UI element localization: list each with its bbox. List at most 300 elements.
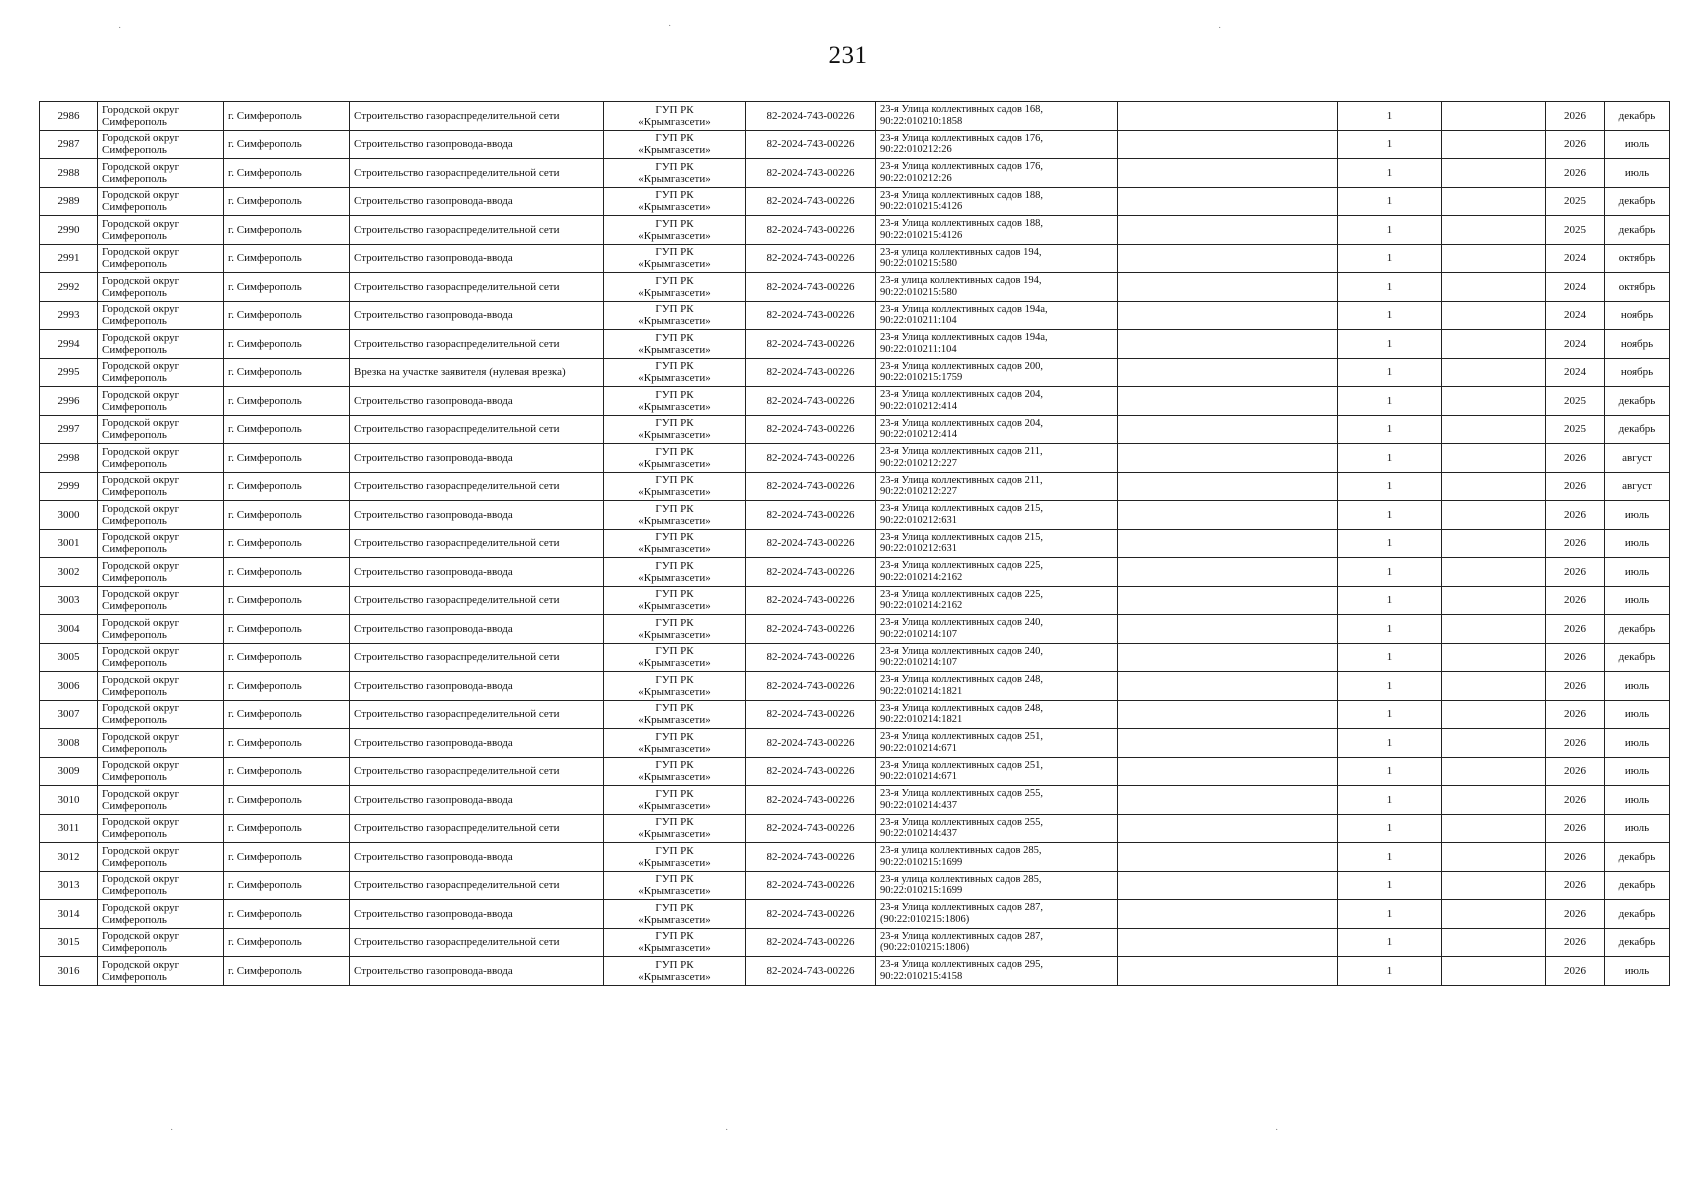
organization-cell [604, 216, 746, 245]
work-type-cell: Строительство газораспределительной сети [350, 757, 604, 786]
address-line: 23-я улица коллективных садов 194, [880, 275, 1042, 287]
empty-cell [1442, 843, 1546, 872]
district-cell [98, 387, 224, 416]
quantity-cell: 1 [1338, 501, 1442, 530]
cadastral-number: 90:22:010214:437 [880, 799, 958, 811]
work-type-cell: Строительство газопровода-ввода [350, 786, 604, 815]
district-line: Городской округ [102, 189, 180, 202]
organization-line: «Крымгазсети» [638, 828, 711, 841]
month-cell: июль [1605, 814, 1670, 843]
empty-cell [1442, 358, 1546, 387]
year-cell: 2026 [1546, 159, 1605, 188]
empty-cell [1118, 900, 1338, 929]
quantity-cell: 1 [1338, 757, 1442, 786]
city-cell: г. Симферополь [224, 216, 350, 245]
address-line: 23-я Улица коллективных садов 225, [880, 588, 1043, 600]
work-type-cell: Строительство газораспределительной сети [350, 586, 604, 615]
district-line: Симферополь [102, 571, 167, 584]
city-cell: г. Симферополь [224, 672, 350, 701]
month-cell: август [1605, 444, 1670, 473]
district-line: Городской округ [102, 901, 180, 914]
organization-line: «Крымгазсети» [638, 343, 711, 356]
month-cell: декабрь [1605, 871, 1670, 900]
month-cell: декабрь [1605, 900, 1670, 929]
empty-cell [1442, 871, 1546, 900]
empty-cell [1118, 843, 1338, 872]
district-cell [98, 871, 224, 900]
work-type-cell: Строительство газораспределительной сети [350, 529, 604, 558]
organization-line: ГУП РК [655, 132, 694, 145]
cadastral-number: 90:22:010211:104 [880, 315, 957, 327]
month-cell: октябрь [1605, 273, 1670, 302]
table-row [40, 700, 1670, 729]
district-line: Симферополь [102, 828, 167, 841]
address-line: 23-я улица коллективных садов 285, [880, 845, 1042, 857]
address-cell [876, 615, 1118, 644]
district-line: Симферополь [102, 372, 167, 385]
empty-cell [1118, 472, 1338, 501]
table-row [40, 928, 1670, 957]
year-cell: 2026 [1546, 814, 1605, 843]
month-cell: декабрь [1605, 216, 1670, 245]
address-line: 23-я Улица коллективных садов 188, [880, 218, 1043, 230]
scan-speck: ˙ [725, 1128, 729, 1139]
row-number-cell: 3014 [40, 900, 98, 929]
program-code-cell: 82-2024-743-00226 [746, 928, 876, 957]
year-cell: 2026 [1546, 700, 1605, 729]
address-cell [876, 159, 1118, 188]
empty-cell [1118, 415, 1338, 444]
empty-cell [1442, 786, 1546, 815]
work-type-cell: Строительство газопровода-ввода [350, 900, 604, 929]
quantity-cell: 1 [1338, 957, 1442, 986]
work-type-cell: Строительство газопровода-ввода [350, 843, 604, 872]
address-line: 23-я улица коллективных садов 285, [880, 873, 1042, 885]
district-line: Городской округ [102, 531, 180, 544]
organization-line: ГУП РК [655, 958, 694, 971]
district-line: Симферополь [102, 913, 167, 926]
district-line: Городской округ [102, 873, 180, 886]
district-cell [98, 757, 224, 786]
organization-cell [604, 928, 746, 957]
quantity-cell: 1 [1338, 700, 1442, 729]
organization-line: ГУП РК [655, 160, 694, 173]
district-cell [98, 130, 224, 159]
registry-table [39, 101, 1670, 986]
month-cell: июль [1605, 501, 1670, 530]
cadastral-number: 90:22:010210:1858 [880, 115, 963, 127]
quantity-cell: 1 [1338, 672, 1442, 701]
quantity-cell: 1 [1338, 615, 1442, 644]
empty-cell [1442, 729, 1546, 758]
program-code-cell: 82-2024-743-00226 [746, 216, 876, 245]
address-cell [876, 957, 1118, 986]
work-type-cell: Строительство газопровода-ввода [350, 444, 604, 473]
empty-cell [1442, 187, 1546, 216]
district-line: Симферополь [102, 742, 167, 755]
organization-cell [604, 472, 746, 501]
program-code-cell: 82-2024-743-00226 [746, 159, 876, 188]
address-cell [876, 928, 1118, 957]
organization-cell [604, 615, 746, 644]
organization-line: ГУП РК [655, 246, 694, 259]
address-line: 23-я Улица коллективных садов 176, [880, 161, 1043, 173]
table-row [40, 957, 1670, 986]
cadastral-number: (90:22:010215:1806) [880, 942, 970, 954]
quantity-cell: 1 [1338, 928, 1442, 957]
city-cell: г. Симферополь [224, 130, 350, 159]
address-cell [876, 757, 1118, 786]
cadastral-number: 90:22:010214:1821 [880, 714, 963, 726]
cadastral-number: 90:22:010212:414 [880, 400, 958, 412]
cadastral-number: 90:22:010212:414 [880, 429, 958, 441]
city-cell: г. Симферополь [224, 700, 350, 729]
scan-speck: ˙ [1218, 26, 1222, 37]
work-type-cell: Строительство газопровода-ввода [350, 615, 604, 644]
row-number-cell: 3013 [40, 871, 98, 900]
month-cell: ноябрь [1605, 330, 1670, 359]
cadastral-number: 90:22:010214:107 [880, 657, 958, 669]
organization-line: «Крымгазсети» [638, 970, 711, 983]
program-code-cell: 82-2024-743-00226 [746, 900, 876, 929]
empty-cell [1442, 415, 1546, 444]
district-line: Городской округ [102, 246, 180, 259]
organization-line: «Крымгазсети» [638, 685, 711, 698]
organization-line: ГУП РК [655, 616, 694, 629]
table-row [40, 757, 1670, 786]
district-line: Симферополь [102, 771, 167, 784]
table-row [40, 900, 1670, 929]
city-cell: г. Симферополь [224, 757, 350, 786]
table-row [40, 472, 1670, 501]
organization-line: ГУП РК [655, 901, 694, 914]
cadastral-number: 90:22:010215:4158 [880, 970, 963, 982]
table-row [40, 415, 1670, 444]
year-cell: 2026 [1546, 900, 1605, 929]
empty-cell [1118, 358, 1338, 387]
address-cell [876, 130, 1118, 159]
district-line: Симферополь [102, 144, 167, 157]
year-cell: 2025 [1546, 216, 1605, 245]
district-cell [98, 244, 224, 273]
program-code-cell: 82-2024-743-00226 [746, 273, 876, 302]
organization-line: «Крымгазсети» [638, 201, 711, 214]
table-row [40, 130, 1670, 159]
district-line: Городской округ [102, 787, 180, 800]
program-code-cell: 82-2024-743-00226 [746, 130, 876, 159]
district-cell [98, 415, 224, 444]
district-cell [98, 216, 224, 245]
cadastral-number: 90:22:010211:104 [880, 343, 957, 355]
row-number-cell: 3004 [40, 615, 98, 644]
district-line: Городской округ [102, 559, 180, 572]
year-cell: 2026 [1546, 444, 1605, 473]
district-line: Городской округ [102, 588, 180, 601]
district-line: Симферополь [102, 628, 167, 641]
city-cell: г. Симферополь [224, 529, 350, 558]
scan-speck: ˙ [668, 24, 672, 35]
row-number-cell: 3001 [40, 529, 98, 558]
organization-line: ГУП РК [655, 502, 694, 515]
organization-cell [604, 301, 746, 330]
quantity-cell: 1 [1338, 814, 1442, 843]
address-line: 23-я Улица коллективных садов 204, [880, 417, 1043, 429]
organization-line: ГУП РК [655, 531, 694, 544]
scan-speck: ˙ [118, 26, 122, 37]
organization-line: ГУП РК [655, 189, 694, 202]
organization-line: ГУП РК [655, 787, 694, 800]
organization-line: «Крымгазсети» [638, 229, 711, 242]
table-row [40, 558, 1670, 587]
empty-cell [1442, 900, 1546, 929]
empty-cell [1118, 700, 1338, 729]
address-cell [876, 244, 1118, 273]
month-cell: июль [1605, 672, 1670, 701]
year-cell: 2026 [1546, 586, 1605, 615]
quantity-cell: 1 [1338, 330, 1442, 359]
organization-line: «Крымгазсети» [638, 885, 711, 898]
empty-cell [1442, 472, 1546, 501]
city-cell: г. Симферополь [224, 586, 350, 615]
row-number-cell: 2990 [40, 216, 98, 245]
organization-line: ГУП РК [655, 331, 694, 344]
row-number-cell: 2991 [40, 244, 98, 273]
table-row [40, 102, 1670, 131]
work-type-cell: Строительство газораспределительной сети [350, 643, 604, 672]
city-cell: г. Симферополь [224, 358, 350, 387]
district-line: Городской округ [102, 502, 180, 515]
address-cell [876, 216, 1118, 245]
program-code-cell: 82-2024-743-00226 [746, 615, 876, 644]
address-line: 23-я Улица коллективных садов 240, [880, 617, 1043, 629]
city-cell: г. Симферополь [224, 814, 350, 843]
address-line: 23-я Улица коллективных садов 248, [880, 702, 1043, 714]
program-code-cell: 82-2024-743-00226 [746, 786, 876, 815]
program-code-cell: 82-2024-743-00226 [746, 757, 876, 786]
district-cell [98, 586, 224, 615]
organization-line: «Крымгазсети» [638, 286, 711, 299]
address-cell [876, 900, 1118, 929]
district-line: Городской округ [102, 132, 180, 145]
address-line: 23-я улица коллективных садов 194, [880, 246, 1042, 258]
month-cell: декабрь [1605, 415, 1670, 444]
city-cell: г. Симферополь [224, 957, 350, 986]
row-number-cell: 3000 [40, 501, 98, 530]
organization-line: «Крымгазсети» [638, 942, 711, 955]
program-code-cell: 82-2024-743-00226 [746, 387, 876, 416]
cadastral-number: 90:22:010212:26 [880, 172, 952, 184]
work-type-cell: Строительство газораспределительной сети [350, 102, 604, 131]
empty-cell [1118, 330, 1338, 359]
organization-line: «Крымгазсети» [638, 742, 711, 755]
month-cell: декабрь [1605, 643, 1670, 672]
organization-line: «Крымгазсети» [638, 258, 711, 271]
table-row [40, 301, 1670, 330]
city-cell: г. Симферополь [224, 244, 350, 273]
quantity-cell: 1 [1338, 187, 1442, 216]
city-cell: г. Симферополь [224, 415, 350, 444]
district-line: Симферополь [102, 229, 167, 242]
program-code-cell: 82-2024-743-00226 [746, 501, 876, 530]
scan-speck: ˙ [1275, 1128, 1279, 1139]
year-cell: 2026 [1546, 643, 1605, 672]
district-cell [98, 786, 224, 815]
month-cell: июль [1605, 957, 1670, 986]
empty-cell [1118, 159, 1338, 188]
empty-cell [1118, 786, 1338, 815]
table-row [40, 586, 1670, 615]
empty-cell [1442, 814, 1546, 843]
organization-line: ГУП РК [655, 388, 694, 401]
district-line: Городской округ [102, 673, 180, 686]
district-line: Городской округ [102, 417, 180, 430]
address-cell [876, 415, 1118, 444]
cadastral-number: 90:22:010212:631 [880, 543, 958, 555]
table-row [40, 244, 1670, 273]
work-type-cell: Строительство газопровода-ввода [350, 130, 604, 159]
organization-cell [604, 187, 746, 216]
address-line: 23-я Улица коллективных садов 225, [880, 560, 1043, 572]
district-line: Городской округ [102, 844, 180, 857]
organization-cell [604, 786, 746, 815]
district-cell [98, 700, 224, 729]
cadastral-number: 90:22:010214:2162 [880, 600, 963, 612]
work-type-cell: Строительство газопровода-ввода [350, 957, 604, 986]
table-row [40, 501, 1670, 530]
table-row [40, 729, 1670, 758]
month-cell: июль [1605, 130, 1670, 159]
row-number-cell: 3012 [40, 843, 98, 872]
district-cell [98, 301, 224, 330]
work-type-cell: Строительство газопровода-ввода [350, 244, 604, 273]
district-line: Симферополь [102, 429, 167, 442]
empty-cell [1442, 586, 1546, 615]
address-line: 23-я Улица коллективных садов 215, [880, 531, 1043, 543]
city-cell: г. Симферополь [224, 102, 350, 131]
month-cell: октябрь [1605, 244, 1670, 273]
row-number-cell: 3010 [40, 786, 98, 815]
month-cell: декабрь [1605, 615, 1670, 644]
address-cell [876, 700, 1118, 729]
empty-cell [1118, 757, 1338, 786]
address-cell [876, 843, 1118, 872]
organization-line: ГУП РК [655, 645, 694, 658]
cadastral-number: 90:22:010214:2162 [880, 571, 963, 583]
address-cell [876, 558, 1118, 587]
district-line: Симферополь [102, 343, 167, 356]
row-number-cell: 2997 [40, 415, 98, 444]
organization-line: ГУП РК [655, 217, 694, 230]
city-cell: г. Симферополь [224, 444, 350, 473]
address-line: 23-я Улица коллективных садов 194а, [880, 332, 1048, 344]
empty-cell [1118, 130, 1338, 159]
district-line: Симферополь [102, 942, 167, 955]
organization-line: «Крымгазсети» [638, 799, 711, 812]
address-line: 23-я Улица коллективных садов 211, [880, 474, 1043, 486]
registry-table-body [40, 102, 1670, 986]
district-line: Городской округ [102, 816, 180, 829]
organization-cell [604, 757, 746, 786]
empty-cell [1118, 586, 1338, 615]
empty-cell [1442, 957, 1546, 986]
row-number-cell: 2986 [40, 102, 98, 131]
table-row [40, 444, 1670, 473]
organization-line: «Крымгазсети» [638, 429, 711, 442]
district-line: Городской округ [102, 930, 180, 943]
month-cell: декабрь [1605, 928, 1670, 957]
month-cell: декабрь [1605, 187, 1670, 216]
quantity-cell: 1 [1338, 586, 1442, 615]
row-number-cell: 2999 [40, 472, 98, 501]
district-line: Городской округ [102, 616, 180, 629]
district-cell [98, 558, 224, 587]
address-cell [876, 358, 1118, 387]
program-code-cell: 82-2024-743-00226 [746, 672, 876, 701]
row-number-cell: 3009 [40, 757, 98, 786]
city-cell: г. Симферополь [224, 729, 350, 758]
empty-cell [1118, 501, 1338, 530]
work-type-cell: Строительство газораспределительной сети [350, 700, 604, 729]
organization-cell [604, 700, 746, 729]
quantity-cell: 1 [1338, 358, 1442, 387]
address-line: 23-я Улица коллективных садов 188, [880, 189, 1043, 201]
row-number-cell: 2988 [40, 159, 98, 188]
empty-cell [1442, 244, 1546, 273]
program-code-cell: 82-2024-743-00226 [746, 102, 876, 131]
organization-cell [604, 273, 746, 302]
table-row [40, 643, 1670, 672]
empty-cell [1442, 700, 1546, 729]
empty-cell [1118, 387, 1338, 416]
organization-line: ГУП РК [655, 417, 694, 430]
cadastral-number: 90:22:010215:1699 [880, 856, 963, 868]
cadastral-number: 90:22:010214:437 [880, 828, 958, 840]
table-row [40, 786, 1670, 815]
table-row [40, 529, 1670, 558]
row-number-cell: 2989 [40, 187, 98, 216]
work-type-cell: Строительство газопровода-ввода [350, 187, 604, 216]
empty-cell [1442, 757, 1546, 786]
empty-cell [1118, 729, 1338, 758]
table-row [40, 330, 1670, 359]
table-row [40, 871, 1670, 900]
year-cell: 2026 [1546, 928, 1605, 957]
organization-line: «Крымгазсети» [638, 400, 711, 413]
page-number: 231 [828, 42, 868, 69]
work-type-cell: Строительство газораспределительной сети [350, 273, 604, 302]
district-line: Симферополь [102, 543, 167, 556]
district-cell [98, 187, 224, 216]
program-code-cell: 82-2024-743-00226 [746, 957, 876, 986]
address-cell [876, 729, 1118, 758]
row-number-cell: 3006 [40, 672, 98, 701]
address-cell [876, 871, 1118, 900]
organization-line: «Крымгазсети» [638, 657, 711, 670]
organization-line: ГУП РК [655, 673, 694, 686]
work-type-cell: Строительство газопровода-ввода [350, 387, 604, 416]
district-cell [98, 900, 224, 929]
quantity-cell: 1 [1338, 871, 1442, 900]
empty-cell [1442, 159, 1546, 188]
quantity-cell: 1 [1338, 216, 1442, 245]
program-code-cell: 82-2024-743-00226 [746, 358, 876, 387]
organization-cell [604, 643, 746, 672]
organization-line: «Крымгазсети» [638, 600, 711, 613]
month-cell: июль [1605, 757, 1670, 786]
empty-cell [1118, 216, 1338, 245]
address-line: 23-я Улица коллективных садов 248, [880, 674, 1043, 686]
district-line: Симферополь [102, 115, 167, 128]
